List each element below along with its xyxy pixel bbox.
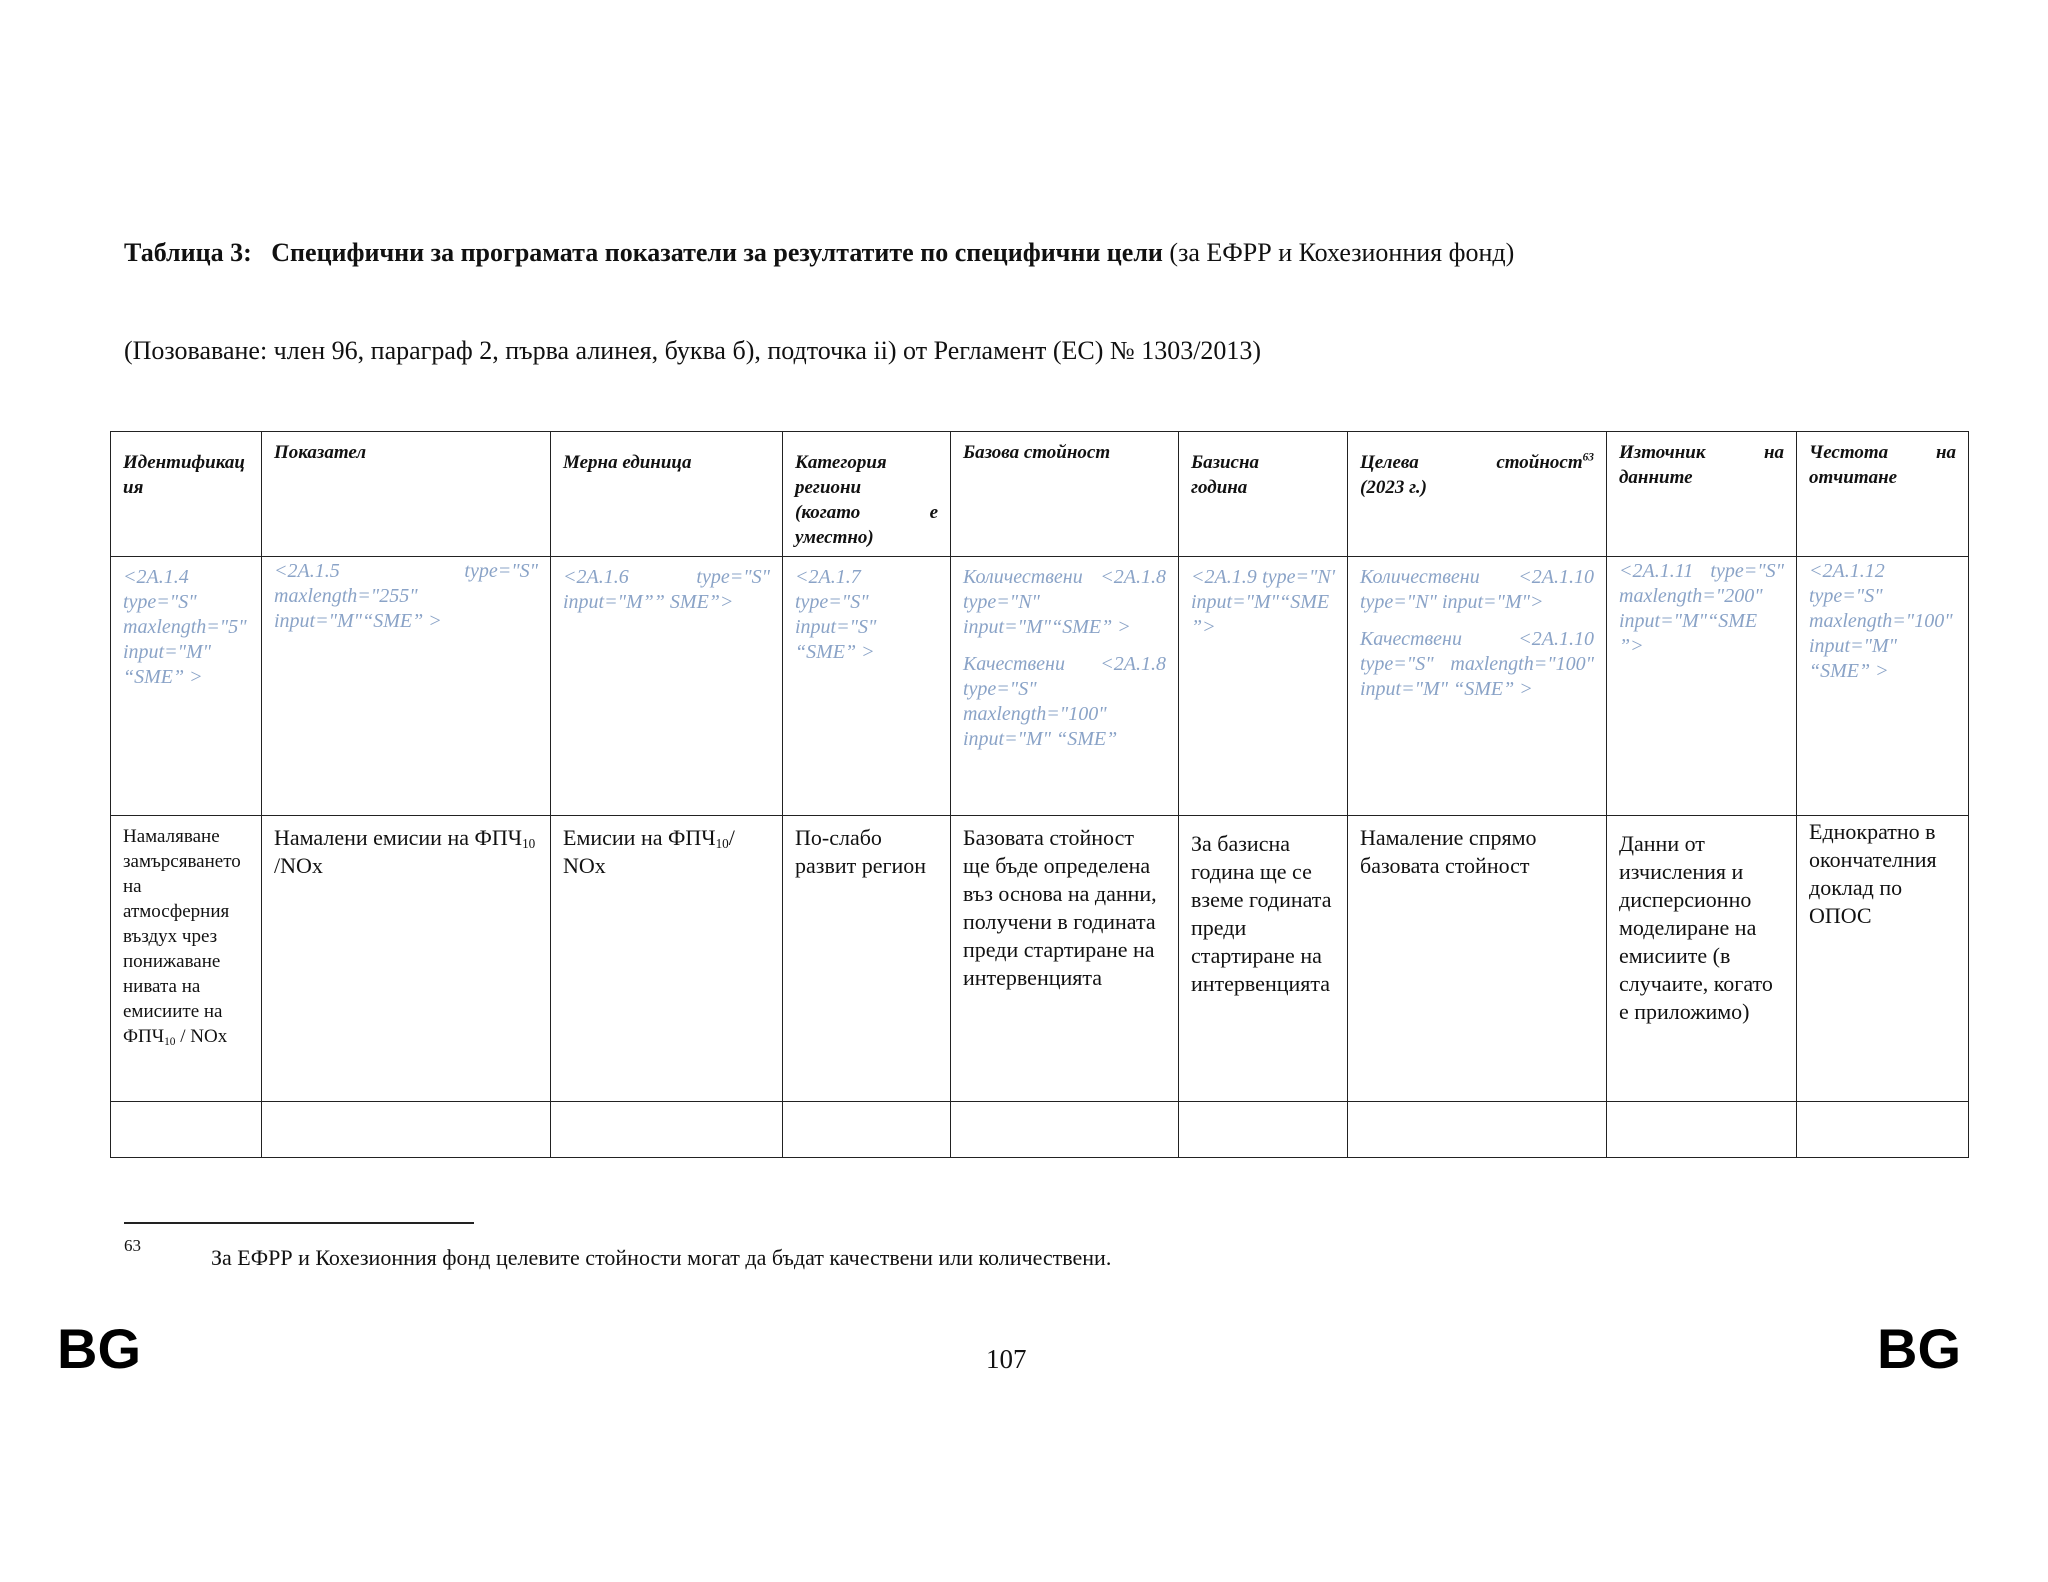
- empty-cell: [1607, 1102, 1797, 1158]
- row-source: Данни от изчисления и дисперсионно моделиране на емисиите (в случаите, когато е приложимо): [1607, 816, 1797, 1102]
- header-category-line3: [795, 500, 938, 525]
- spec-baseline-qualitative: Качествени <2A.1.8 type="S" maxlength="100" input="M" “SME”: [963, 653, 1166, 750]
- row-unit-tail: / NOx: [563, 825, 735, 878]
- table-row: [111, 816, 1969, 1102]
- empty-cell: [551, 1102, 783, 1158]
- header-category: [783, 432, 951, 557]
- header-baseline-year-line1: Базисна: [1191, 452, 1260, 473]
- row-unit-sub: 10: [715, 836, 729, 851]
- spec-id: <2A.1.4 type="S" maxlength="5" input="M" “SME” >: [111, 557, 262, 816]
- row-target: Намаление спрямо базовата стойност: [1348, 816, 1607, 1102]
- empty-cell: [783, 1102, 951, 1158]
- row-unit-text: Емисии на ФПЧ: [563, 825, 716, 850]
- footnote-text: За ЕФРР и Кохезионния фонд целевите стойности могат да бъдат качествени или количествени.: [211, 1245, 1112, 1270]
- spec-source: <2A.1.11 type="S" maxlength="200" input="M"“SME ”>: [1607, 557, 1797, 816]
- header-source-line2: данните: [1619, 467, 1693, 488]
- empty-cell: [262, 1102, 551, 1158]
- spec-category: <2A.1.7 type="S" input="S" “SME” >: [783, 557, 951, 816]
- header-target-line2: (2023 г.): [1360, 477, 1427, 498]
- footnote-ref[interactable]: 63: [1582, 451, 1594, 464]
- page-number: 107: [986, 1344, 1027, 1374]
- header-category-line3b: е: [929, 502, 938, 523]
- spec-target-qualitative: Качествени <2A.1.10 type="S" maxlength="100" input="M" “SME” >: [1360, 628, 1594, 700]
- footnote-separator: [124, 1222, 474, 1224]
- table-title-rest: (за ЕФРР и Кохезионния фонд): [1169, 238, 1515, 267]
- header-indicator: Показател: [262, 432, 551, 557]
- spec-target: [1348, 557, 1607, 816]
- header-row: [111, 432, 1969, 557]
- regulation-reference: (Позоваване: член 96, параграф 2, първа алинея, буква б), подточка ii) от Регламент (ЕС) № 1303/2013): [124, 336, 1262, 365]
- spec-baseline-year: <2A.1.9 type="N' input="M"“SME”>: [1179, 557, 1348, 816]
- row-id-tail: / NOx: [175, 1026, 228, 1047]
- language-code-right: BG: [1877, 1317, 1961, 1380]
- row-id-text: Намаляване замърсяването на атмосферния въздух чрез понижаване нивата на емисиите на ФПЧ: [123, 826, 241, 1047]
- spec-frequency: <2A.1.12 type="S" maxlength="100" input="M" “SME” >: [1797, 557, 1969, 816]
- row-indicator: [262, 816, 551, 1102]
- spec-baseline-value: [951, 557, 1179, 816]
- header-target-word2: стойност: [1496, 452, 1583, 473]
- header-frequency: [1797, 432, 1969, 557]
- header-frequency-word1: Честота: [1809, 442, 1889, 463]
- header-id: Идентификация: [111, 432, 262, 557]
- header-unit: Мерна единица: [551, 432, 783, 557]
- table-title: [124, 238, 1514, 268]
- table-title-bold: Специфични за програмата показатели за резултатите по специфични цели: [271, 238, 1163, 267]
- footnote-number: 63: [124, 1236, 141, 1255]
- row-frequency: Еднократно в окончателния доклад по ОПОС: [1797, 816, 1969, 1102]
- empty-cell: [951, 1102, 1179, 1158]
- header-baseline-year: [1179, 432, 1348, 557]
- header-category-line4: уместно): [795, 527, 874, 548]
- header-category-line3a: (когато: [795, 502, 861, 523]
- spec-target-quantitative: Количествени <2A.1.10 type="N" input="M">: [1360, 566, 1594, 613]
- row-baseline-value: Базовата стойност ще бъде определена въз основа на данни, получени в годината преди стартиране на интервенцията: [951, 816, 1179, 1102]
- row-category: По-слабо развит регион: [783, 816, 951, 1102]
- field-spec-row: [111, 557, 1969, 816]
- empty-cell: [1348, 1102, 1607, 1158]
- header-source-line1: [1619, 440, 1784, 465]
- header-source: [1607, 432, 1797, 557]
- indicators-table: [110, 431, 1969, 1158]
- header-category-line2: региони: [795, 477, 862, 498]
- header-target-word2-wrap: [1496, 450, 1594, 475]
- spec-indicator: <2A.1.5 type="S" maxlength="255" input="M"“SME” >: [262, 557, 551, 816]
- empty-cell: [111, 1102, 262, 1158]
- row-id-sub: 10: [164, 1036, 176, 1048]
- empty-cell: [1179, 1102, 1348, 1158]
- header-baseline-value: Базова стойност: [951, 432, 1179, 557]
- header-category-line1: Категория: [795, 452, 887, 473]
- table-title-label: Таблица 3:: [124, 238, 252, 267]
- header-target-line1: [1360, 450, 1594, 475]
- empty-cell: [1797, 1102, 1969, 1158]
- header-source-word1: Източник: [1619, 442, 1706, 463]
- header-target-word1: Целева: [1360, 452, 1419, 473]
- spec-unit: <2A.1.6 type="S" input="M”” SME”>: [551, 557, 783, 816]
- row-indicator-text: Намалени емисии на ФПЧ: [274, 825, 523, 850]
- row-indicator-sub: 10: [522, 836, 536, 851]
- header-target: [1348, 432, 1607, 557]
- header-frequency-line2: отчитане: [1809, 467, 1898, 488]
- row-id: [111, 816, 262, 1102]
- language-code-left: BG: [57, 1317, 141, 1380]
- row-indicator-tail: /NOx: [274, 853, 323, 878]
- row-unit: [551, 816, 783, 1102]
- empty-row: [111, 1102, 1969, 1158]
- spec-baseline-quantitative: Количествени <2A.1.8 type="N" input="M"“SME” >: [963, 566, 1166, 638]
- header-source-word2: на: [1763, 442, 1784, 463]
- header-baseline-year-line2: година: [1191, 477, 1248, 498]
- row-baseline-year: За базисна година ще се вземе годината преди стартиране на интервенцията: [1179, 816, 1348, 1102]
- header-frequency-word2: на: [1935, 442, 1956, 463]
- header-frequency-line1: [1809, 440, 1956, 465]
